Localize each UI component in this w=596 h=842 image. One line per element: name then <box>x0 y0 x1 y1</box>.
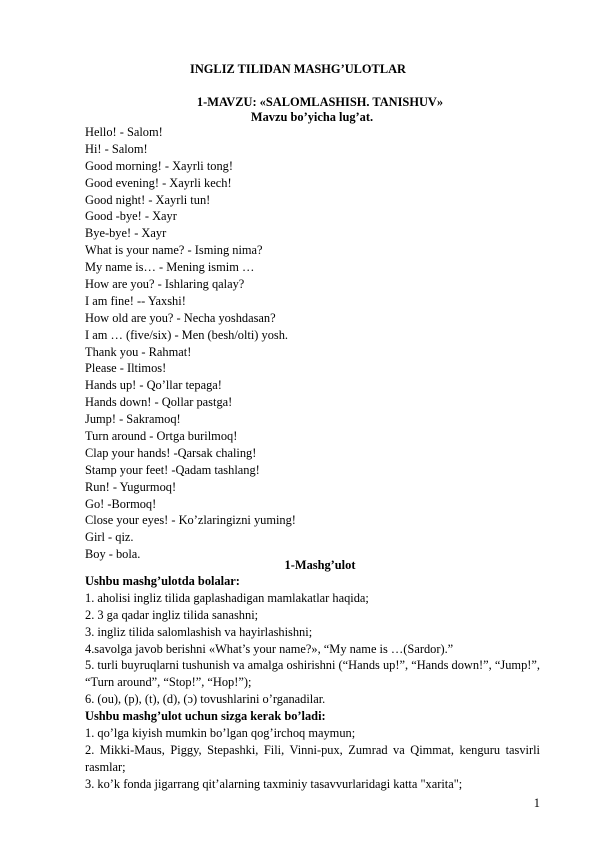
document-title: INGLIZ TILIDAN MASHG’ULOTLAR <box>190 62 406 76</box>
vocab-item: Clap your hands! -Qarsak chaling! <box>85 445 257 460</box>
goal-item: 2. 3 ga qadar ingliz tilida sanashni; <box>85 607 259 622</box>
material-item: 2. Mikki-Maus, Piggy, Stepashki, Fili, Vinni-pux, Zumrad va Qimmat, kenguru tasvirli rasmlar; <box>85 742 540 774</box>
vocab-item: Thank you - Rahmat! <box>85 344 192 359</box>
vocab-item: Please - Iltimos! <box>85 361 167 376</box>
goals-heading: Ushbu mashg’ulotda bolalar: <box>85 574 240 588</box>
vocabulary-list <box>85 124 545 563</box>
vocab-item: Turn around - Ortga burilmoq! <box>85 429 238 444</box>
goal-item: 3. ingliz tilida salomlashish va hayirlashishni; <box>85 624 313 639</box>
vocab-item: Good morning! - Xayrli tong! <box>85 158 233 173</box>
goal-item: 6. (ou), (p), (t), (d), (ɔ) tovushlarini o’rganadilar. <box>85 692 326 707</box>
vocab-item: Run! - Yugurmoq! <box>85 479 177 494</box>
vocab-item: Boy - bola. <box>85 547 141 562</box>
materials-heading: Ushbu mashg’ulot uchun sizga kerak bo’ladi: <box>85 709 326 724</box>
vocab-item: Hi! - Salom! <box>85 141 148 156</box>
vocab-item: Hands down! - Qollar pastga! <box>85 395 233 410</box>
vocab-item: Stamp your feet! -Qadam tashlang! <box>85 462 260 477</box>
vocab-item: Jump! - Sakramoq! <box>85 412 181 427</box>
material-item: 3. ko’k fonda jigarrang qit’alarning taxminiy tasavvurlaridagi katta "xarita"; <box>85 776 463 791</box>
exercise-body <box>85 573 540 793</box>
topic-heading: 1-MAVZU: «SALOMLASHISH. TANISHUV» <box>196 95 444 109</box>
vocab-item: I am … (five/six) - Men (besh/olti) yosh. <box>85 327 289 342</box>
vocabulary-heading: Mavzu bo’yicha lug’at. <box>250 110 374 124</box>
vocab-item: Hello! - Salom! <box>85 125 163 139</box>
vocab-item: Bye-bye! - Xayr <box>85 226 167 241</box>
vocab-item: Close your eyes! - Ko’zlaringizni yuming! <box>85 513 296 528</box>
vocab-item: My name is… - Mening ismim … <box>85 260 255 275</box>
vocab-item: Good night! - Xayrli tun! <box>85 192 211 207</box>
vocab-item: Good evening! - Xayrli kech! <box>85 175 232 190</box>
exercise-title: 1-Mashg’ulot <box>284 558 356 572</box>
vocab-item: What is your name? - Isming nima? <box>85 243 263 258</box>
vocab-item: Girl - qiz. <box>85 530 134 545</box>
goal-item: 1. aholisi ingliz tilida gaplashadigan mamlakatlar haqida; <box>85 590 369 605</box>
vocab-item: Go! -Bormoq! <box>85 496 157 511</box>
vocab-item: I am fine! -- Yaxshi! <box>85 293 186 308</box>
vocab-item: Good -bye! - Xayr <box>85 209 177 224</box>
vocab-item: How are you? - Ishlaring qalay? <box>85 277 245 292</box>
page-number: 1 <box>533 796 540 810</box>
vocab-item: How old are you? - Necha yoshdasan? <box>85 310 276 325</box>
goal-item: 4.savolga javob berishni «What’s your name?», “My name is …(Sardor).” <box>85 641 454 656</box>
vocab-item: Hands up! - Qo’llar tepaga! <box>85 378 222 393</box>
material-item: 1. qo’lga kiyish mumkin bo’lgan qog’irchoq maymun; <box>85 726 356 741</box>
goal-item: 5. turli buyruqlarni tushunish va amalga oshirishni (“Hands up!”, “Hands down!”, “Jump!”, “Turn around”, “Stop!”, “Hop!”); <box>85 658 540 690</box>
